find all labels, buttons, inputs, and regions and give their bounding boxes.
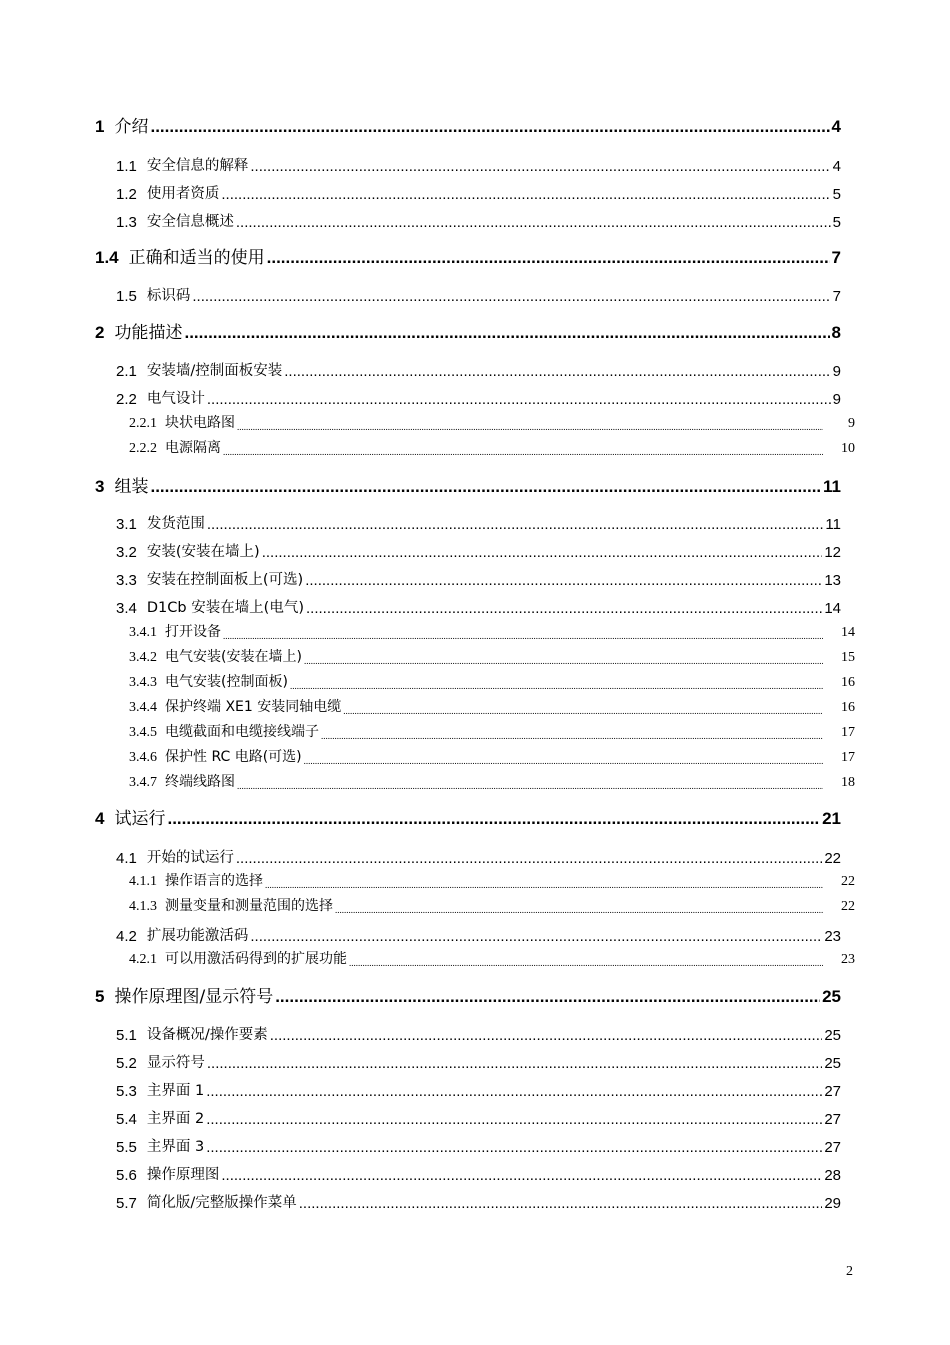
toc-dot-leader — [299, 1195, 823, 1212]
toc-entry-level2[interactable] — [116, 1164, 841, 1184]
toc-entry-title: 操作原理图 — [146, 1167, 220, 1183]
toc-entry-number: 4.1.3 — [129, 899, 157, 914]
toc-entry-page: 16 — [841, 700, 855, 715]
toc-entry-page: 9 — [848, 416, 855, 431]
toc-entry-title: 设备概况/操作要素 — [146, 1027, 268, 1043]
toc-entry-number: 5 — [95, 987, 105, 1006]
toc-entry-level3[interactable] — [129, 439, 855, 457]
toc-entry-page: 11 — [825, 516, 841, 533]
toc-entry-page: 14 — [824, 600, 841, 617]
toc-dot-leader — [207, 516, 824, 533]
toc-entry-number: 3.4.7 — [129, 775, 157, 790]
toc-entry-title: 显示符号 — [146, 1055, 205, 1071]
toc-entry-title: 扩展功能激活码 — [146, 928, 249, 944]
toc-entry-title: 使用者资质 — [146, 186, 220, 202]
toc-entry-level1[interactable] — [95, 807, 841, 829]
toc-entry-title: 电缆截面和电缆接线端子 — [165, 724, 319, 740]
toc-entry-number: 3.4.5 — [129, 725, 157, 740]
toc-entry-level2[interactable] — [116, 211, 841, 231]
toc-entry-title: 功能描述 — [114, 323, 183, 343]
toc-entry-level1[interactable] — [95, 475, 841, 497]
toc-entry-title: 安全信息的解释 — [146, 158, 249, 174]
toc-entry-level2[interactable] — [116, 569, 841, 589]
toc-dot-leader — [207, 1055, 822, 1072]
toc-entry-page: 27 — [824, 1111, 841, 1128]
toc-dot-leader — [223, 447, 823, 457]
toc-entry-title: 试运行 — [114, 809, 166, 829]
toc-dot-leader — [304, 756, 823, 766]
toc-entry-number: 2.2.2 — [129, 441, 157, 456]
toc-entry-level3[interactable] — [129, 897, 855, 915]
toc-dot-leader — [150, 117, 829, 137]
toc-entry-page: 27 — [824, 1139, 841, 1156]
toc-entry-page: 15 — [841, 650, 855, 665]
toc-entry-number: 2.2 — [116, 391, 137, 408]
toc-dot-leader — [223, 631, 823, 641]
toc-entry-page: 27 — [824, 1083, 841, 1100]
toc-entry-page: 11 — [823, 477, 841, 496]
toc-entry-title: 标识码 — [146, 288, 191, 304]
toc-entry-number: 5.1 — [116, 1027, 137, 1044]
toc-entry-page: 13 — [824, 572, 841, 589]
toc-entry-title: D1Cb 安装在墙上(电气) — [146, 600, 305, 616]
toc-entry-title: 终端线路图 — [165, 774, 235, 790]
toc-entry-page: 17 — [841, 725, 855, 740]
toc-dot-leader — [265, 880, 823, 890]
toc-entry-page: 16 — [841, 675, 855, 690]
toc-entry-title: 简化版/完整版操作菜单 — [146, 1195, 297, 1211]
toc-entry-number: 1.2 — [116, 186, 137, 203]
toc-entry-page: 22 — [824, 850, 841, 867]
toc-entry-level3[interactable] — [129, 648, 855, 666]
toc-entry-level1[interactable] — [95, 985, 841, 1007]
toc-dot-leader — [167, 809, 820, 829]
toc-dot-leader — [343, 706, 823, 716]
toc-entry-page: 4 — [832, 158, 841, 175]
toc-dot-leader — [250, 928, 822, 945]
toc-entry-number: 1.5 — [116, 288, 137, 305]
toc-entry-level2[interactable] — [116, 1136, 841, 1156]
toc-entry-number: 4.1.1 — [129, 874, 157, 889]
toc-entry-title: 安装在控制面板上(可选) — [146, 572, 304, 588]
toc-dot-leader — [284, 363, 830, 380]
toc-entry-level3[interactable] — [129, 673, 855, 691]
toc-entry-level2[interactable] — [116, 1024, 841, 1044]
toc-entry-level3[interactable] — [129, 872, 855, 890]
toc-entry-title: 电气安装(安装在墙上) — [165, 649, 302, 665]
toc-entry-number: 3.4 — [116, 600, 137, 617]
toc-entry-page: 9 — [832, 363, 841, 380]
toc-entry-number: 4.1 — [116, 850, 137, 867]
toc-entry-number: 1.1 — [116, 158, 137, 175]
toc-dot-leader — [305, 572, 822, 589]
toc-entry-level2[interactable] — [116, 183, 841, 203]
toc-entry-title: 可以用激活码得到的扩展功能 — [165, 951, 347, 967]
toc-entry-page: 7 — [831, 248, 841, 267]
toc-entry-level2[interactable] — [116, 597, 841, 617]
toc-entry-level3[interactable] — [129, 773, 855, 791]
toc-dot-leader — [304, 656, 823, 666]
toc-entry-level3[interactable] — [129, 414, 855, 432]
toc-entry-title: 主界面 1 — [146, 1083, 205, 1099]
toc-entry-number: 4.2.1 — [129, 952, 157, 967]
toc-entry-level1[interactable] — [95, 246, 841, 268]
toc-dot-leader — [150, 477, 821, 497]
toc-entry-title: 测量变量和测量范围的选择 — [165, 898, 333, 914]
toc-entry-page: 10 — [841, 441, 855, 456]
toc-entry-title: 电气设计 — [146, 391, 205, 407]
toc-dot-leader — [250, 158, 830, 175]
toc-entry-page: 29 — [824, 1195, 841, 1212]
toc-entry-page: 12 — [824, 544, 841, 561]
toc-entry-title: 安装(安装在墙上) — [146, 544, 260, 560]
toc-entry-level1[interactable] — [95, 321, 841, 343]
toc-entry-level1[interactable] — [95, 115, 841, 137]
toc-entry-number: 4 — [95, 809, 105, 828]
toc-dot-leader — [270, 1027, 823, 1044]
toc-entry-title: 操作语言的选择 — [165, 873, 263, 889]
toc-entry-level2[interactable] — [116, 541, 841, 561]
toc-entry-number: 5.6 — [116, 1167, 137, 1184]
toc-dot-leader — [262, 544, 823, 561]
toc-dot-leader — [221, 1167, 822, 1184]
toc-entry-number: 2.1 — [116, 363, 137, 380]
toc-entry-number: 3.4.2 — [129, 650, 157, 665]
toc-entry-title: 发货范围 — [146, 516, 205, 532]
toc-dot-leader — [290, 681, 823, 691]
toc-entry-page: 5 — [832, 214, 841, 231]
toc-entry-level3[interactable] — [129, 623, 855, 641]
toc-entry-title: 正确和适当的使用 — [128, 248, 265, 268]
toc-entry-level2[interactable] — [116, 847, 841, 867]
toc-entry-page: 21 — [822, 809, 841, 828]
toc-dot-leader — [275, 987, 820, 1007]
toc-entry-title: 安全信息概述 — [146, 214, 234, 230]
toc-dot-leader — [221, 186, 830, 203]
toc-dot-leader — [335, 905, 823, 915]
toc-dot-leader — [237, 422, 823, 432]
toc-entry-number: 4.2 — [116, 928, 137, 945]
toc-entry-number: 5.3 — [116, 1083, 137, 1100]
toc-dot-leader — [236, 850, 822, 867]
page-number: 2 — [846, 1264, 853, 1279]
toc-entry-page: 23 — [841, 952, 855, 967]
toc-entry-page: 14 — [841, 625, 855, 640]
toc-entry-page: 25 — [824, 1027, 841, 1044]
toc-dot-leader — [206, 1111, 822, 1128]
toc-entry-level2[interactable] — [116, 513, 841, 533]
toc-entry-number: 3.4.6 — [129, 750, 157, 765]
toc-entry-title: 开始的试运行 — [146, 850, 234, 866]
toc-entry-page: 18 — [841, 775, 855, 790]
toc-entry-level2[interactable] — [116, 1192, 841, 1212]
toc-entry-page: 8 — [831, 323, 841, 342]
toc-entry-number: 5.4 — [116, 1111, 137, 1128]
toc-entry-level3[interactable] — [129, 950, 855, 968]
toc-entry-level2[interactable] — [116, 925, 841, 945]
toc-entry-level3[interactable] — [129, 723, 855, 741]
toc-entry-title: 主界面 2 — [146, 1111, 205, 1127]
toc-dot-leader — [192, 288, 830, 305]
toc-entry-number: 5.7 — [116, 1195, 137, 1212]
toc-dot-leader — [306, 600, 822, 617]
toc-dot-leader — [267, 248, 830, 268]
toc-entry-number: 3.4.1 — [129, 625, 157, 640]
toc-dot-leader — [184, 323, 829, 343]
toc-entry-number: 2.2.1 — [129, 416, 157, 431]
toc-entry-page: 7 — [832, 288, 841, 305]
toc-entry-number: 3.4.3 — [129, 675, 157, 690]
toc-entry-title: 主界面 3 — [146, 1139, 205, 1155]
toc-entry-page: 25 — [824, 1055, 841, 1072]
toc-entry-level2[interactable] — [116, 155, 841, 175]
toc-entry-page: 23 — [824, 928, 841, 945]
toc-entry-number: 3 — [95, 477, 105, 496]
toc-entry-number: 1 — [95, 117, 105, 136]
toc-entry-page: 22 — [841, 899, 855, 914]
toc-entry-level2[interactable] — [116, 1108, 841, 1128]
toc-dot-leader — [207, 391, 831, 408]
toc-entry-page: 4 — [831, 117, 841, 136]
toc-entry-page: 17 — [841, 750, 855, 765]
toc-entry-page: 25 — [822, 987, 841, 1006]
toc-entry-number: 5.2 — [116, 1055, 137, 1072]
toc-entry-title: 电源隔离 — [165, 440, 221, 456]
toc-entry-number: 5.5 — [116, 1139, 137, 1156]
toc-entry-title: 电气安装(控制面板) — [165, 674, 288, 690]
toc-entry-number: 2 — [95, 323, 105, 342]
toc-entry-title: 块状电路图 — [165, 415, 235, 431]
toc-entry-level2[interactable] — [116, 360, 841, 380]
toc-entry-number: 1.4 — [95, 248, 119, 267]
toc-dot-leader — [206, 1083, 822, 1100]
toc-entry-title: 保护性 RC 电路(可选) — [165, 749, 302, 765]
toc-entry-number: 3.4.4 — [129, 700, 157, 715]
toc-entry-number: 1.3 — [116, 214, 137, 231]
toc-dot-leader — [321, 731, 823, 741]
toc-entry-title: 安装墙/控制面板安装 — [146, 363, 283, 379]
toc-entry-title: 打开设备 — [165, 624, 221, 640]
toc-entry-level2[interactable] — [116, 1052, 841, 1072]
toc-entry-page: 9 — [832, 391, 841, 408]
toc-entry-level3[interactable] — [129, 698, 855, 716]
toc-entry-title: 组装 — [114, 477, 149, 497]
toc-entry-page: 28 — [824, 1167, 841, 1184]
toc-entry-level2[interactable] — [116, 285, 841, 305]
toc-entry-title: 操作原理图/显示符号 — [114, 987, 274, 1007]
toc-dot-leader — [236, 214, 831, 231]
toc-entry-page: 5 — [832, 186, 841, 203]
toc-entry-number: 3.2 — [116, 544, 137, 561]
toc-entry-number: 3.1 — [116, 516, 137, 533]
toc-entry-level2[interactable] — [116, 1080, 841, 1100]
toc-entry-level3[interactable] — [129, 748, 855, 766]
toc-dot-leader — [206, 1139, 822, 1156]
toc-entry-title: 介绍 — [114, 117, 149, 137]
toc-entry-page: 22 — [841, 874, 855, 889]
toc-entry-title: 保护终端 XE1 安装同轴电缆 — [165, 699, 342, 715]
toc-dot-leader — [349, 958, 823, 968]
toc-entry-level2[interactable] — [116, 388, 841, 408]
toc-entry-number: 3.3 — [116, 572, 137, 589]
toc-dot-leader — [237, 781, 823, 791]
